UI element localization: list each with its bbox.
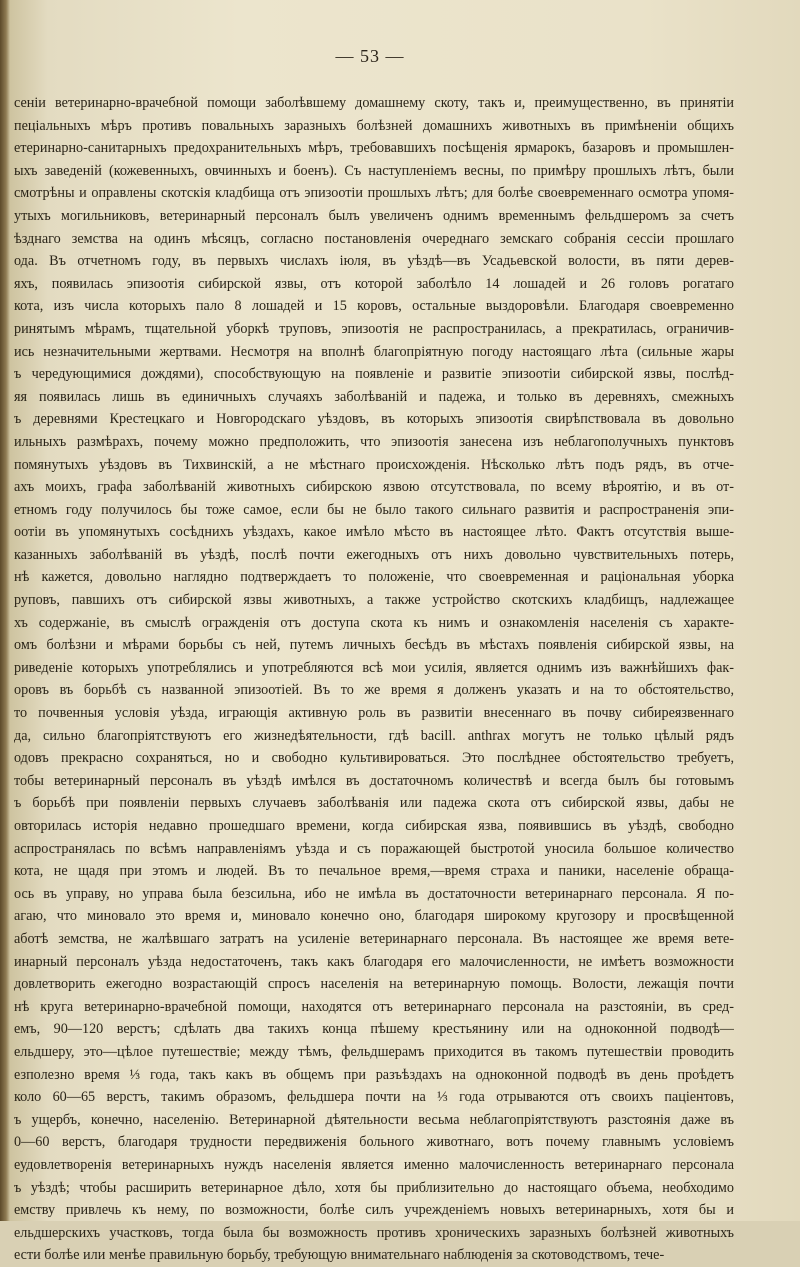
text-line: риведеніе которыхъ употреблялись и употребляются всѣ мои усилія, является однимъ изъ важнѣйшихъ фак- xyxy=(14,659,734,676)
text-line: аботѣ земства, не жалѣвшаго затратъ на усиленіе ветеринарнаго персонала. Въ настоящее же время вете- xyxy=(14,930,734,947)
text-line: омъ болѣзни и мѣрами борьбы съ ней, путемъ личныхъ бесѣдъ въ мѣстахъ появленія сибирской язвы, на xyxy=(14,637,734,654)
text-line: сеніи ветеринарно-врачебной помощи заболѣвшему домашнему скоту, такъ и, преимущественно, въ принятіи xyxy=(14,95,734,111)
text-line: кота, изъ числа которыхъ пало 8 лошадей и 15 коровъ, остальные выздоровѣли. Благодаря своевременно xyxy=(14,298,734,315)
text-line: нѣ круга ветеринарно-врачебной помощи, находятся отъ ветеринарнаго персонала на разстояніи, въ сред- xyxy=(14,998,734,1015)
text-line: ельдшеру, это—цѣлое путешествіе; между тѣмъ, фельдшерамъ приходится въ такомъ путешествіи проводить xyxy=(14,1043,734,1060)
text-line: ось въ управу, но управа была безсильна, ибо не имѣла въ достаточности ветеринарнаго персонала. Я по- xyxy=(14,885,734,902)
text-line: довлетворить ежегодно возрастающій спросъ населенія на ветеринарную помощь. Волости, лежащія почти xyxy=(14,976,734,993)
text-line: да, сильно благопріятствуютъ его жизнедѣятельности, гдѣ bacill. anthrax могутъ не только цѣлый рядъ xyxy=(14,727,734,744)
page-number: — 53 — xyxy=(335,46,405,66)
text-line: пеціальныхъ мѣръ противъ повальныхъ заразныхъ болѣзней домашнихъ животныхъ въ примѣненіи общихъ xyxy=(14,117,734,134)
text-line: инарный персоналъ уѣзда недостаточенъ, такъ какъ благодаря его малочисленности, не имѣетъ возможности xyxy=(14,953,734,970)
text-line: емству привлечь къ нему, по возможности, болѣе силъ учрежденіемъ новыхъ ветеринарныхъ, хотя бы и xyxy=(14,1202,734,1219)
text-line: етеринарно-санитарныхъ предохранительныхъ мѣръ, требовавшихъ посѣщенія ярмарокъ, базаровъ и промышлен- xyxy=(14,140,734,157)
text-line: ельдшерскихъ участковъ, тогда была бы возможность противъ хроническихъ заразныхъ болѣзней животныхъ xyxy=(14,1224,734,1241)
text-line: етномъ году получилось бы тоже самое, если бы не было такого сильнаго развитія и распространенія эпи- xyxy=(14,501,734,518)
text-line: ъ борьбѣ при появленіи первыхъ случаевъ заболѣванія или падежа скота отъ сибирской язвы, дабы не xyxy=(14,795,734,812)
text-line: коло 60—65 верстъ, такимъ образомъ, фельдшера почти на ⅓ года отрываются отъ своихъ паціентовъ, xyxy=(14,1089,734,1106)
text-line: ъ деревнями Крестецкаго и Новгородскаго уѣздовъ, въ которыхъ эпизоотія свирѣпствовала въ довольно xyxy=(14,411,734,428)
text-line: ись незначительными жертвами. Несмотря на вполнѣ благопріятную погоду настоящаго лѣта (сильные жары xyxy=(14,343,734,360)
text-line: еудовлетворенія ветеринарныхъ нуждъ населенія является именно малочисленность ветеринарнаго персонала xyxy=(14,1156,734,1173)
text-line: емъ, 90—120 верстъ; сдѣлать два такихъ конца пѣшему крестьянину или на одноконной подводѣ— xyxy=(14,1021,734,1038)
text-line: ильныхъ размѣрахъ, почему можно предположить, что эпизоотія занесена изъ неблагополучныхъ пунктовъ xyxy=(14,433,734,450)
text-line: ахъ моихъ, графа заболѣваній животныхъ сибирскою язвою отсутствовала, по всему вѣроятію, и въ от- xyxy=(14,479,734,496)
text-line: агаю, что миновало это время и, миновало конечно оно, благодаря широкому кругозору и просвѣщенной xyxy=(14,908,734,925)
text-line: овторилась исторія недавно прошедшаго времени, когда сибирская язва, появившись въ уѣздѣ, свободно xyxy=(14,818,734,834)
text-line: ъ чередующимися дождями), способствующую на появленіе и развитіе эпизоотіи сибирской язвы, послѣд- xyxy=(14,366,734,383)
text-line: ъ уѣздѣ; чтобы расширить ветеринарное дѣло, хотя бы приблизительно до настоящаго объема, необходимо xyxy=(14,1179,734,1196)
text-line: руповъ, павшихъ отъ сибирской язвы животныхъ, а также устройство скотскихъ кладбищъ, надлежащее xyxy=(14,592,734,609)
text-line: утыхъ могильниковъ, ветеринарный персоналъ былъ увеличенъ однимъ временнымъ фельдшеромъ за счетъ xyxy=(14,207,734,224)
text-line: яхъ, появилась эпизоотія сибирской язвы, отъ которой заболѣло 14 лошадей и 26 головъ рогатаго xyxy=(14,275,734,292)
text-line: нѣ кажется, довольно наглядно подтверждаетъ то положеніе, что своевременная и раціональная уборка xyxy=(14,569,734,586)
text-line: хъ содержаніе, въ смыслѣ огражденія отъ доступа скота къ нимъ и ознакомленія населенія съ характе- xyxy=(14,614,734,631)
text-line: ода. Въ отчетномъ году, въ первыхъ числахъ іюля, въ уѣздѣ—въ Усадьевской волости, въ пяти дерев- xyxy=(14,253,734,270)
text-line: ѣзднаго земства на одинъ мѣсяцъ, согласно постановленія очереднаго земскаго собранія сессіи прошлаго xyxy=(14,230,734,247)
book-spine-shadow xyxy=(0,0,10,1221)
text-line: кота, не щадя при этомъ и людей. Въ то печальное время,—время страха и паники, населеніе обраща- xyxy=(14,863,734,880)
text-line: ыхъ заведеній (кожевенныхъ, овчинныхъ и боенъ). Съ наступленіемъ весны, по примѣру прошлыхъ лѣтъ, были xyxy=(14,162,734,179)
text-line: яя появилась лишь въ единичныхъ случаяхъ заболѣваній и падежа, и только въ деревняхъ, смежныхъ xyxy=(14,388,734,405)
text-line: ринятымъ мѣрамъ, тщательной уборкѣ труповъ, эпизоотія не распространилась, а прекратилась, ограничив- xyxy=(14,320,734,337)
text-line: езполезно время ⅓ года, такъ какъ въ общемъ при разъѣздахъ на одноконной подводѣ въ день проѣдетъ xyxy=(14,1066,734,1083)
text-line: 0—60 верстъ, благодаря трудности передвиженія больного животнаго, вотъ почему главнымъ условіемъ xyxy=(14,1134,734,1151)
text-line: ъ ущербъ, конечно, населенію. Ветеринарной дѣятельности весьма неблагопріятствуютъ разстоянія даже въ xyxy=(14,1111,734,1128)
text-line: одовъ прекрасно сохраняться, но и свободно культивироваться. Это послѣднее обстоятельство требуетъ, xyxy=(14,750,734,767)
text-line: то почвенныя условія уѣзда, играющія активную роль въ развитіи внесеннаго въ почву сибиреязвеннаго xyxy=(14,705,734,722)
text-line: оотіи въ упомянутыхъ сосѣднихъ уѣздахъ, какое имѣло мѣсто въ настоящее лѣто. Фактъ отсутствія выше- xyxy=(14,524,734,541)
text-line: тобы ветеринарный персоналъ въ уѣздѣ имѣлся въ достаточномъ количествѣ и всегда былъ бы готовымъ xyxy=(14,772,734,789)
text-line: смотрѣны и оправлены скотскія кладбища отъ эпизоотіи прошлыхъ лѣтъ; для болѣе своевременнаго осмотра упомя- xyxy=(14,185,734,202)
body-text xyxy=(14,92,734,1267)
text-line: ести болѣе или менѣе правильную борьбу, требующую внимательнаго наблюденія за скотоводствомъ, тече- xyxy=(14,1247,665,1264)
text-line: казанныхъ заболѣваній въ уѣздѣ, послѣ почти ежегодныхъ отъ нихъ довольно чувствительныхъ потерь, xyxy=(14,546,734,563)
text-line: оровъ въ борьбѣ съ названной эпизоотіей. Въ то же время я долженъ указать и на то обстоятельство, xyxy=(14,682,734,699)
text-line: аспространялась по всѣмъ направленіямъ уѣзда и съ поражающей быстротой уносила большое количество xyxy=(14,840,734,857)
text-line: помянутыхъ уѣздовъ въ Тихвинскій, а не мѣстнаго происхожденія. Нѣсколько лѣтъ подъ рядъ, въ отче- xyxy=(14,456,734,473)
